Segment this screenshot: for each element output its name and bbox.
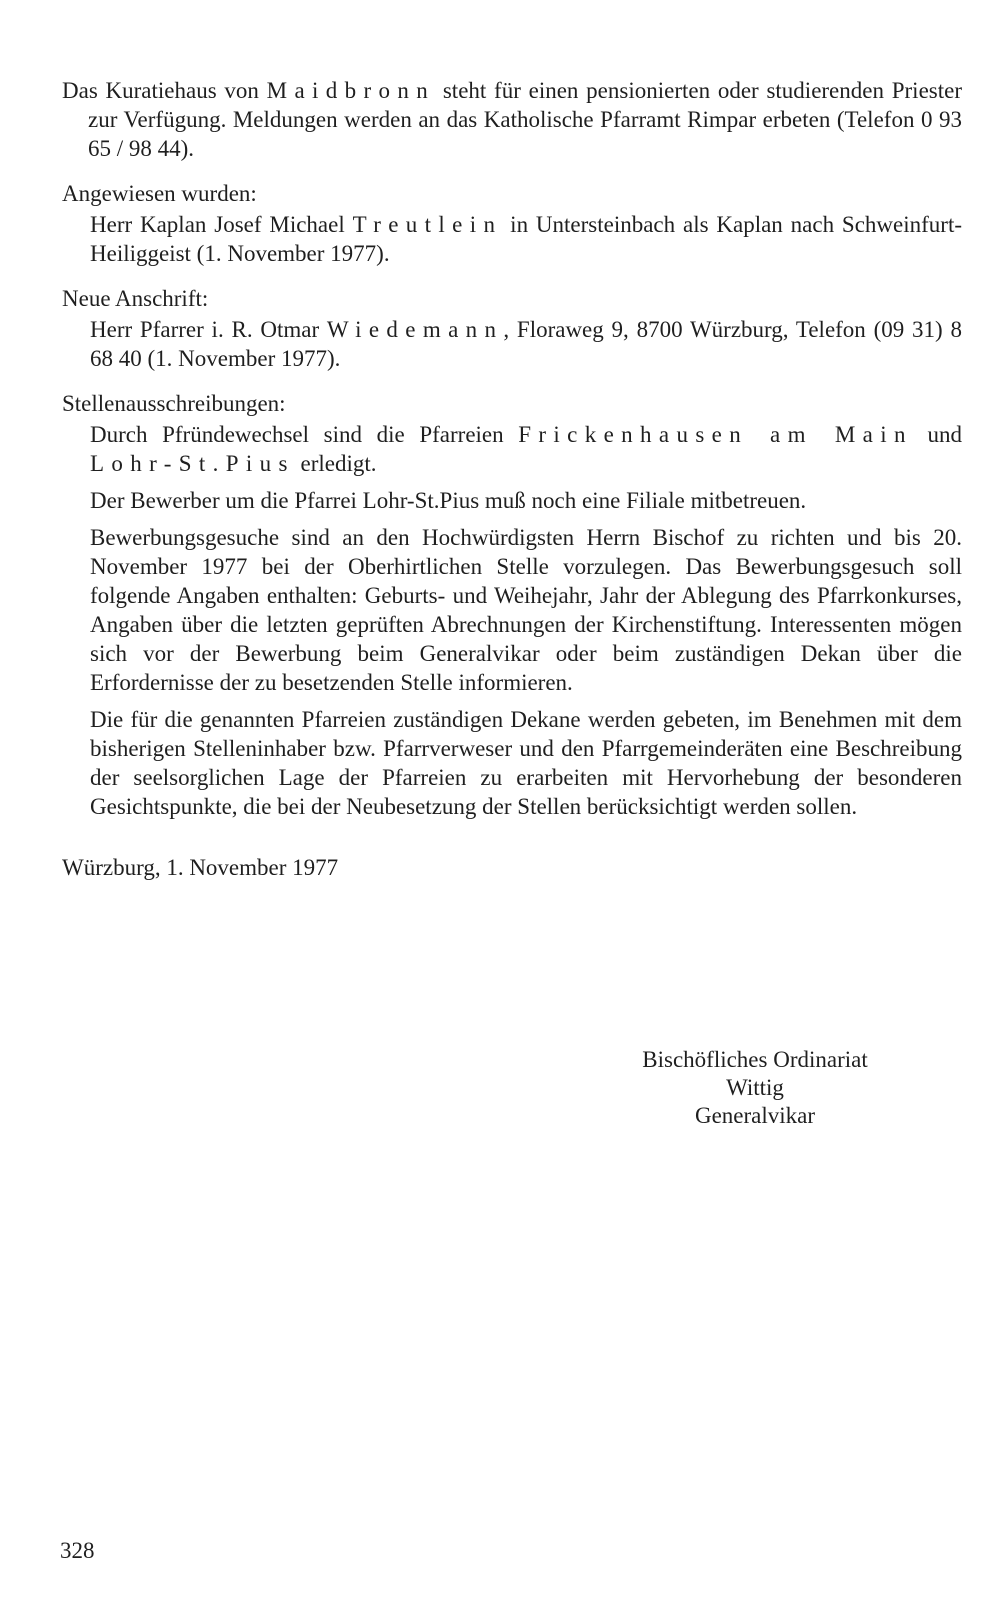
vacancies-place-lohr: Lohr-St.Pius <box>90 451 295 476</box>
signature-name: Wittig <box>726 1075 784 1100</box>
maidbronn-place: Maidbronn <box>266 78 436 103</box>
new-address-entry <box>62 315 962 373</box>
assigned-name: Treutlein <box>352 212 503 237</box>
new-address-heading: Neue Anschrift: <box>62 286 209 311</box>
document-body <box>62 76 962 882</box>
vacancies-p1-text-1: Durch Pfründewechsel sind die Pfarreien <box>90 422 519 447</box>
new-address-name: Wiedemann <box>326 317 504 342</box>
assigned-text-1: Herr Kaplan Josef Michael <box>90 212 353 237</box>
new-address-text-2: , Floraweg 9, 8700 Würzburg, Telefon (09 31) 8 68 40 (1. November 1977). <box>90 317 962 371</box>
maidbronn-text-2: steht für einen pensionierten oder studierenden Priester zur Verfügung. Meldungen werden an das Katholische Pfarramt Rimpar erbeten (Telefon 0 93 65 / 98 44). <box>88 78 962 161</box>
signature-block <box>600 1046 910 1130</box>
assigned-text-2: in Untersteinbach als Kaplan nach Schweinfurt-Heiliggeist (1. November 1977). <box>90 212 963 266</box>
vacancies-heading: Stellenausschreibungen: <box>62 391 286 416</box>
date-line: Würzburg, 1. November 1977 <box>62 855 339 880</box>
signature-office: Bischöfliches Ordinariat <box>642 1047 868 1072</box>
vacancies-p1-text-3: erledigt. <box>294 451 377 476</box>
new-address-text-1: Herr Pfarrer i. R. Otmar <box>90 317 327 342</box>
assigned-heading: Angewiesen wurden: <box>62 181 257 206</box>
signature-title: Generalvikar <box>694 1103 816 1128</box>
vacancies-p1-text-2: und <box>912 422 963 447</box>
vacancies-place-frickenhausen: Frickenhausen am Main <box>518 422 913 447</box>
vacancies-paragraph-3: Bewerbungsgesuche sind an den Hochwürdigsten Herrn Bischof zu richten und bis 20. November 1977 bei der Oberhirtlichen Stelle vorzulegen. Das Bewerbungsgesuch soll folgende Angaben enthalten: Geburts- und Weihejahr, Jahr der Ablegung des Pfarrkonkurses, Angaben über die letzten geprüften Abrechnungen der Kirchenstiftung. Interessenten mögen sich vor der Bewerbung beim Generalvikar oder beim zuständigen Dekan über die Erfordernisse der zu besetzenden Stelle informieren. <box>90 525 962 695</box>
maidbronn-text-1: Das Kuratiehaus von <box>62 78 267 103</box>
vacancies-paragraph-2: Der Bewerber um die Pfarrei Lohr-St.Pius muß noch eine Filiale mitbetreuen. <box>90 488 807 513</box>
page-number: 328 <box>60 1538 95 1563</box>
maidbronn-notice <box>62 76 962 163</box>
vacancies-paragraph-1 <box>62 420 962 478</box>
assigned-entry <box>62 210 962 268</box>
vacancies-paragraph-4: Die für die genannten Pfarreien zuständigen Dekane werden gebeten, im Benehmen mit dem bisherigen Stelleninhaber bzw. Pfarrverweser und den Pfarrgemeinderäten eine Beschreibung der seelsorglichen Lage der Pfarreien zu erarbeiten mit Hervorhebung der besonderen Gesichtspunkte, die bei der Neubesetzung der Stellen berücksichtigt werden sollen. <box>90 707 962 819</box>
